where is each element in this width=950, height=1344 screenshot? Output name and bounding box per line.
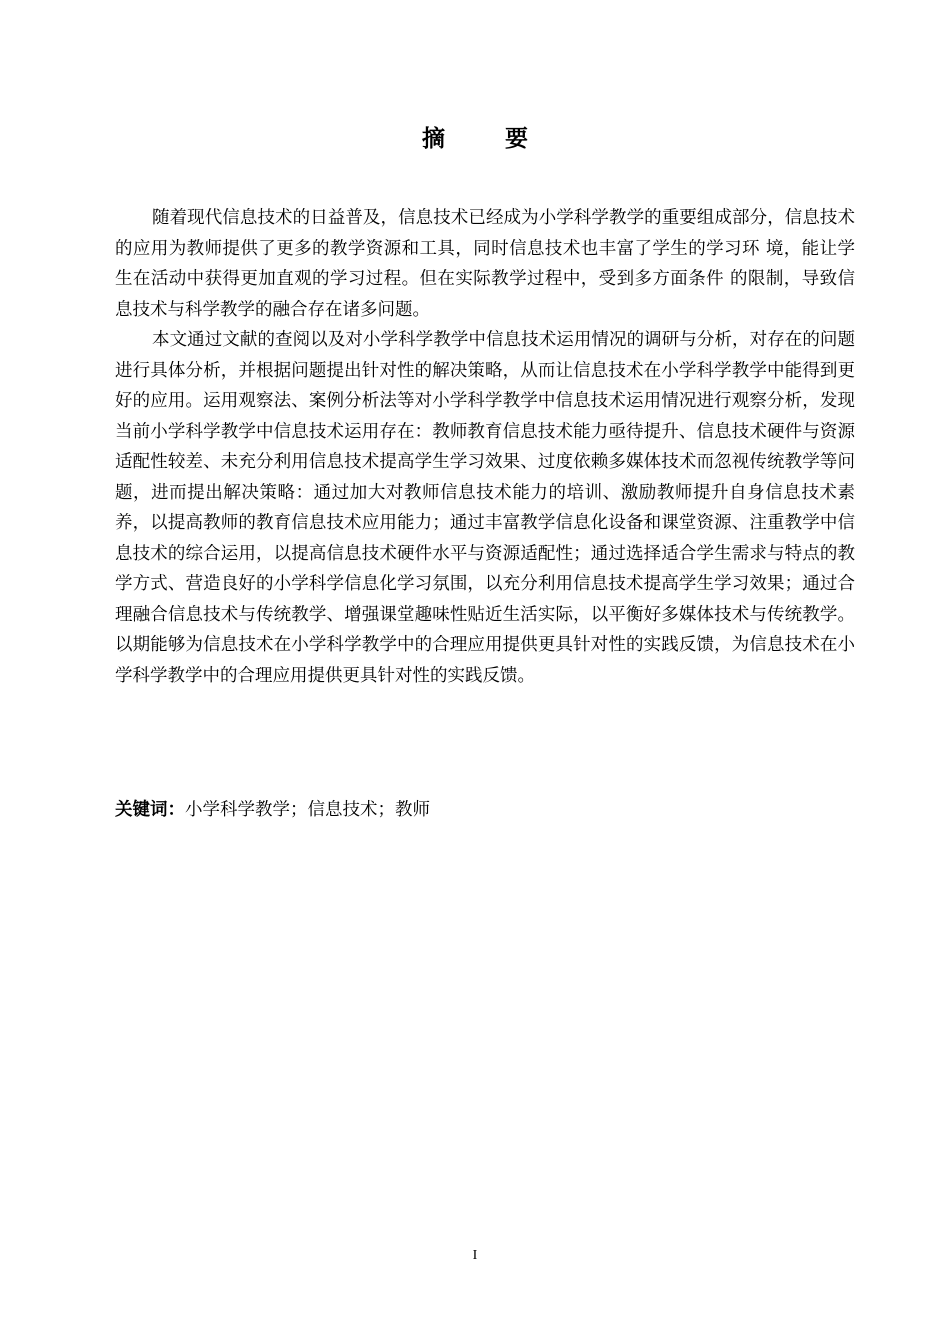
keywords-label: 关键词： xyxy=(115,800,185,820)
abstract-paragraph-1: 随着现代信息技术的日益普及，信息技术已经成为小学科学教学的重要组成部分，信息技术的应用为教师提供了更多的教学资源和工具，同时信息技术也丰富了学生的学习环 境，能让学生在活动中获得更加直观的学习过程。但在实际教学过程中，受到多方面条件 的限制，导致信息技术与科学教学的融合存在诸多问题。 xyxy=(115,208,855,320)
keywords-value: 小学科学教学；信息技术；教师 xyxy=(185,800,430,820)
keywords-line xyxy=(115,795,855,825)
abstract-body xyxy=(115,203,855,691)
page-title: 摘 要 xyxy=(421,126,554,152)
page-number: I xyxy=(472,1248,478,1263)
abstract-paragraph-2: 本文通过文献的查阅以及对小学科学教学中信息技术运用情况的调研与分析，对存在的问题进行具体分析，并根据问题提出针对性的解决策略，从而让信息技术在小学科学教学中能得到更好的应用。运用观察法、案例分析法等对小学科学教学中信息技术运用情况进行观察分析，发现当前小学科学教学中信息技术运用存在：教师教育信息技术能力亟待提升、信息技术硬件与资源适配性较差、未充分利用信息技术提高学生学习效果、过度依赖多媒体技术而忽视传统教学等问题，进而提出解决策略：通过加大对教师信息技术能力的培训、激励教师提升自身信息技术素养，以提高教师的教育信息技术应用能力；通过丰富教学信息化设备和课堂资源、注重教学中信息技术的综合运用，以提高信息技术硬件水平与资源适配性；通过选择适合学生需求与特点的教学方式、营造良好的小学科学信息化学习氛围，以充分利用信息技术提高学生学习效果；通过合理融合信息技术与传统教学、增强课堂趣味性贴近生活实际，以平衡好多媒体技术与传统教学。以期能够为信息技术在小学科学教学中的合理应用提供更具针对性的实践反馈，为信息技术在小学科学教学中的合理应用提供更具针对性的实践反馈。 xyxy=(115,330,855,686)
